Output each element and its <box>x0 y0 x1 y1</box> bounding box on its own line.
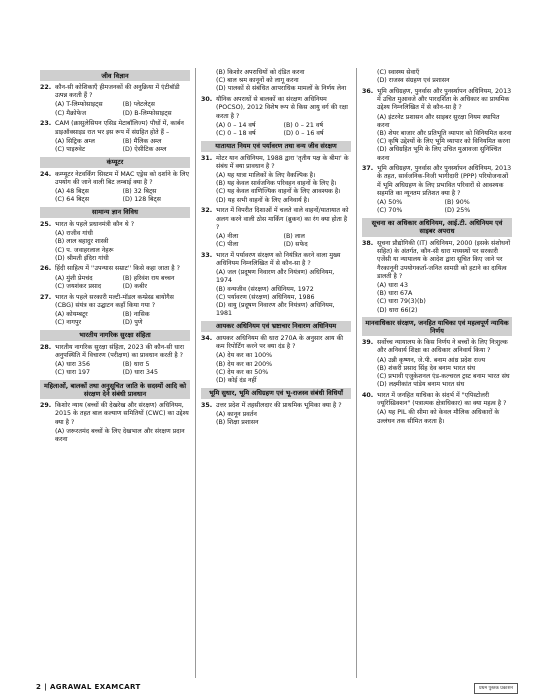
option-row <box>55 188 190 196</box>
section-heading: कंप्यूटर <box>40 157 190 168</box>
answer-option: (A) कानून प्रवर्तन <box>216 410 257 418</box>
option-list <box>216 352 351 385</box>
section-heading: सामान्य ज्ञान विविध <box>40 207 190 218</box>
option-list <box>55 101 190 117</box>
question-number: 22. <box>40 84 52 91</box>
option-row <box>55 369 190 377</box>
answer-option: (B) हरिवंश राय बच्चन <box>122 274 175 282</box>
option-row <box>55 146 190 154</box>
question-item <box>40 171 190 205</box>
option-list <box>55 311 190 327</box>
answer-option: (A) राजीव गांधी <box>55 230 93 238</box>
option-list <box>377 357 512 390</box>
question-text: सूचना प्रौद्योगिकी (IT) अधिनियम, 2000 (इसके संशोधनों सहित) के अंतर्गत, कौन-सी धारा मध्यस्थों पर सरकारी एजेंसी या न्यायालय के आदेश द्वारा सूचित किए जाने पर गैरकानूनी उपयोगकर्ता-जनित सामग्री को हटाने का दायित्व डालती है ? <box>377 239 511 280</box>
answer-option: (B) शंकरी प्रसाद सिंह देव बनाम भारत संघ <box>377 364 476 372</box>
answer-option: (A) नीला <box>216 232 239 240</box>
question-item <box>201 335 351 385</box>
question-item <box>362 88 512 163</box>
section-heading: यातायात नियम एवं पर्यावरण तथा वन्य जीव संरक्षण <box>201 141 351 152</box>
answer-option: (C) बाल श्रम कानूनों को लागू करना <box>216 77 299 85</box>
option-list <box>216 172 351 205</box>
answer-option: (A) मुंशी प्रेमचंद <box>55 274 93 282</box>
question-text: भारतीय नागरिक सुरक्षा संहिता, 2023 की कौन-सी धारा अनुपस्थिति में विचारण (परीक्षण) का प्रावधान करती है ? <box>55 343 184 360</box>
option-row <box>216 233 351 241</box>
answer-option: (D) सफेद <box>283 241 308 249</box>
answer-option: (D) 128 बिट्स <box>122 196 161 204</box>
answer-option: (A) सिट्रिक अम्ल <box>55 137 95 145</box>
answer-option: (B) वन्यजीव (संरक्षण) अधिनियम, 1972 <box>216 285 314 293</box>
answer-option: (B) 0 – 21 वर्ष <box>283 121 324 129</box>
question-item <box>362 339 512 389</box>
page-number: 2 <box>36 683 42 691</box>
option-list <box>216 269 351 318</box>
column-left <box>40 68 190 447</box>
question-text: CAM (क्रासुलेसियन एसिड मेटाबॉलिज्म) पौधों में, कार्बन डाइऑक्साइड रात भर इस रूप में संग्रहित होते हैं – <box>55 120 184 136</box>
question-item <box>40 265 190 291</box>
question-page <box>40 68 514 678</box>
answer-option: (C) 64 बिट्स <box>55 196 89 204</box>
answer-option: (C) प. जवाहरलाल नेहरू <box>55 246 114 254</box>
question-number: 30. <box>201 96 213 104</box>
answer-option: (C) नागपुर <box>55 319 82 327</box>
option-row <box>55 361 190 369</box>
answer-option: (C) 70% <box>377 207 403 215</box>
question-number: 36. <box>362 87 374 95</box>
answer-option: (D) श्रीमती इंदिरा गांधी <box>55 254 109 262</box>
answer-option: (C) 0 – 18 वर्ष <box>216 129 256 137</box>
answer-option: (A) 48 बिट्स <box>55 188 89 196</box>
option-list <box>377 199 512 215</box>
section-heading: सूचना का अधिकार अधिनियम, आई.टी. अधिनियम एवं साइबर अपराध <box>362 218 512 237</box>
question-number: 33. <box>201 251 213 259</box>
publisher-badge: प्रथम पुस्तक प्रकाशन <box>474 683 518 694</box>
section-heading: भारतीय नागरिक सुरक्षा संहिता <box>40 330 190 341</box>
question-text: कम्प्यूटर नेटवर्किंग सिस्टम में MAC एड्रेस को दर्शाने के लिए उपयोग की जाने वाली बिट लम्बाई क्या है ? <box>55 170 189 186</box>
answer-option: (A) उन्नी कृष्णन, जे.पी. बनाम आंध्र प्रदेश राज्य <box>377 356 486 364</box>
answer-option: (A) इंटरनेट प्रशासन और साइबर सुरक्षा नियम स्थापित करना <box>377 113 500 129</box>
section-heading: जीव विज्ञान <box>40 70 190 81</box>
answer-option: (B) 90% <box>444 199 470 207</box>
question-text: किशोर न्याय (बच्चों की देखरेख और संरक्षण) अधिनियम, 2015 के तहत बाल कल्याण समितियों (CWC) का उद्देश्य क्या है ? <box>55 402 189 426</box>
question-item <box>362 165 512 215</box>
answer-option: (C) जयशंकर प्रसाद <box>55 282 102 290</box>
answer-option: (C) धारा 79(3)(b) <box>377 298 426 306</box>
question-number: 25. <box>40 220 52 228</box>
question-text: भूमि अधिग्रहण, पुनर्वास और पुनर्स्थापन अधिनियम, 2013 में उचित मुआवजे और पारदर्शिता के अधिकार का प्राथमिक उद्देश्य निम्नलिखित में से कौन-सा है ? <box>377 87 512 112</box>
question-number: 24. <box>40 170 52 178</box>
answer-option: (D) पालकों से संबंधित आपराधिक मामलों के निर्णय लेना <box>216 85 347 93</box>
answer-option: (A) 50% <box>377 199 403 207</box>
answer-option: (B) शेयर बाजार और प्रतिभूति व्यापार को विनियमित करना <box>377 129 512 137</box>
option-list <box>377 282 512 315</box>
question-item <box>201 252 351 319</box>
question-text: यौनिक अपराधों से बालकों का संरक्षण अधिनियम (POCSO), 2012 विशेष रूप से किस आयु वर्ग की रक्षा करता है ? <box>216 96 348 120</box>
answer-option: (B) लाल बहादुर शास्त्री <box>55 238 109 246</box>
answer-option: (D) अधिग्रहित भूमि के लिए उचित मुआवजा सुनिश्चित करना <box>377 146 502 162</box>
question-item <box>40 294 190 328</box>
option-list <box>55 230 190 263</box>
answer-option: (C) प्रभावी एजुकेशनल एंड-कल्चरल ट्रस्ट बनाम भारत संघ <box>377 373 510 381</box>
answer-option: (D) वायु (प्रदूषण निवारण और नियंत्रण) अधिनियम, 1981 <box>216 302 335 318</box>
option-row <box>55 283 190 291</box>
option-row <box>55 319 190 327</box>
answer-option: (B) शिक्षा प्रशासन <box>216 419 259 427</box>
answer-option: (D) धारा 345 <box>122 369 158 377</box>
answer-option: (D) ऐसीटिक अम्ल <box>122 145 167 153</box>
column-divider <box>356 68 357 678</box>
answer-option: (C) धारा 197 <box>55 369 91 377</box>
question-item <box>40 402 190 444</box>
question-text: भारत के पहले सरकारी मल्टी-मॉडल कम्प्रेस्ड बायोगैस (CBG) संयंत्र का उद्घाटन कहाँ किया गया ? <box>55 293 174 309</box>
question-text: भूमि अधिग्रहण, पुनर्वास और पुनर्स्थापन अधिनियम, 2013 के तहत, सार्वजनिक-निजी भागीदारी (PPP) परियोजनाओं में भूमि अधिग्रहण के लिए प्रभावित परिवारों से आवश्यक सहमति का न्यूनतम प्रतिशत क्या है ? <box>377 165 512 197</box>
column-divider <box>195 68 196 678</box>
section-heading: आयकर अधिनियम एवं भ्रष्टाचार निवारण अधिनियम <box>201 321 351 332</box>
section-heading: महिलाओं, बालकों तथा अनुसूचित जाति के सदस्यों आदि को संरक्षण देने संबंधी प्रावधान <box>40 380 190 399</box>
answer-option: (A) जरूरतमंद बच्चों के लिए देखभाल और संरक्षण प्रदान करना <box>55 427 185 443</box>
question-number: 38. <box>362 239 374 247</box>
question-text: भारत में पर्यावरण संरक्षण को नियंत्रित करने वाला मुख्य अधिनियम निम्नलिखित में से कौन-सा है ? <box>216 251 341 268</box>
option-list <box>377 114 512 163</box>
question-item <box>362 69 512 85</box>
answer-option: (D) कबीर <box>122 282 147 290</box>
footer-separator: | <box>44 683 48 691</box>
option-list <box>216 122 351 138</box>
section-heading: भूमि सुधार, भूमि अधिग्रहण एवं भू-राजस्व संबंधी विधियाँ <box>201 388 351 399</box>
answer-option: (A) T-लिम्फोसाइट्स <box>55 101 103 109</box>
question-item <box>201 69 351 94</box>
option-row <box>216 130 351 138</box>
option-list <box>55 361 190 377</box>
option-row <box>55 196 190 204</box>
question-item <box>201 155 351 205</box>
question-text: मोटर यान अधिनियम, 1988 द्वारा 'तृतीय पक्ष के बीमा' के संबंध में क्या प्रावधान है ? <box>216 154 349 170</box>
question-number: 31. <box>201 154 213 162</box>
question-number: 34. <box>201 334 213 342</box>
question-item <box>362 392 512 426</box>
answer-option: (A) यह यात्रा मालिकों के लिए वैकल्पिक है। <box>216 172 316 180</box>
answer-option: (B) यह केवल सार्वजनिक परिवहन वाहनों के लिए है। <box>216 180 337 188</box>
option-list <box>216 233 351 249</box>
question-text: आयकर अधिनियम की धारा 270A के अनुसार आय की कम रिपोर्टिंग करने पर क्या दंड है ? <box>216 334 344 351</box>
answer-option: (C) मैक्रोफेज <box>55 109 87 117</box>
question-item <box>40 84 190 118</box>
column-right <box>362 68 512 428</box>
answer-option: (B) धारा 5 <box>122 361 150 369</box>
answer-option: (B) प्लेटलेट्स <box>122 101 155 109</box>
answer-option: (A) 0 – 14 वर्ष <box>216 121 256 129</box>
question-number: 28. <box>40 343 52 351</box>
question-item <box>201 402 351 428</box>
answer-option: (D) लक्ष्मीकांत पांडेय बनाम भारत संघ <box>377 381 465 389</box>
question-item <box>201 207 351 249</box>
question-number: 26. <box>40 265 52 273</box>
answer-option: (B) 32 बिट्स <box>122 188 157 196</box>
answer-option: (C) स्वास्थ्य सेवाएँ <box>377 69 420 76</box>
question-number: 27. <box>40 293 52 301</box>
question-item <box>201 96 351 138</box>
section-heading: मानवाधिकार संरक्षण, जनहित याचिका एवं महत्वपूर्ण न्यायिक निर्णय <box>362 317 512 336</box>
answer-option: (B) देय कर का 200% <box>216 360 273 368</box>
answer-option: (D) राजस्व संग्रहण एवं प्रशासन <box>377 77 450 85</box>
question-text: कौन-सी कोशिकाएँ हीमजनकों की अनुक्रिया में एंटीबॉडी उत्पन्न करती हैं ? <box>55 84 180 100</box>
option-row <box>377 207 512 215</box>
question-text: उत्तर प्रदेश में तहसीलदार की प्राथमिक भूमिका क्या है ? <box>216 401 342 409</box>
option-row <box>216 122 351 130</box>
answer-option: (B) मैलिक अम्ल <box>122 137 162 145</box>
question-item <box>40 344 190 378</box>
brand-name: AGRAWAL EXAMCART <box>49 683 141 691</box>
answer-option: (A) धारा 43 <box>377 281 408 289</box>
answer-option: (A) जल (प्रदूषण निवारण और नियंत्रण) अधिनियम, 1974 <box>216 269 335 285</box>
option-list <box>377 69 512 85</box>
answer-option: (A) कोयम्बटूर <box>55 310 88 318</box>
option-row <box>377 199 512 207</box>
question-text: हिंदी साहित्य में ''उपन्यास सम्राट'' किसे कहा जाता है ? <box>55 265 180 273</box>
option-list <box>55 188 190 204</box>
answer-option: (D) 0 – 16 वर्ष <box>283 129 324 137</box>
question-number: 29. <box>40 402 52 410</box>
question-number: 40. <box>362 392 374 399</box>
question-number: 35. <box>201 401 213 409</box>
question-item <box>40 120 190 154</box>
question-number: 23. <box>40 120 52 128</box>
answer-option: (D) कोई दंड नहीं <box>216 377 257 384</box>
question-number: 39. <box>362 339 374 347</box>
answer-option: (C) देय कर का 50% <box>216 368 269 376</box>
question-text: सर्वोच्च न्यायालय के किस निर्णय ने बच्चों के लिए निःशुल्क और अनिवार्य शिक्षा का अधिकार अनिवार्य किया ? <box>377 339 508 355</box>
option-list <box>216 69 351 94</box>
answer-option: (A) धारा 356 <box>55 361 90 369</box>
option-row <box>55 275 190 283</box>
answer-option: (A) यह PIL की सीमा को केवल मौलिक अधिकारों के उल्लंघन तक सीमित करता है। <box>377 409 500 425</box>
answer-option: (B) लाल <box>283 232 305 240</box>
column-middle <box>201 68 351 430</box>
option-row <box>55 311 190 319</box>
question-item <box>362 240 512 315</box>
answer-option: (B) धारा 67A <box>377 290 413 298</box>
answer-option: (C) पर्यावरण (संरक्षण) अधिनियम, 1986 <box>216 293 315 301</box>
page-footer <box>36 683 518 693</box>
answer-option: (D) 25% <box>444 207 471 215</box>
option-row <box>55 138 190 146</box>
question-number: 32. <box>201 207 213 215</box>
answer-option: (D) पुणे <box>122 319 143 327</box>
question-text: भारत के पहले प्रधानमंत्री कौन थे ? <box>55 220 135 228</box>
answer-option: (D) B-लिम्फोसाइट्स <box>122 109 172 117</box>
option-row <box>55 110 190 118</box>
answer-option: (B) नासिक <box>122 310 150 318</box>
option-list <box>55 275 190 291</box>
question-number: 37. <box>362 165 374 173</box>
answer-option: (C) पीला <box>216 241 239 249</box>
answer-option: (C) यह केवल वाणिज्यिक वाहनों के लिए आवश्यक है। <box>216 188 341 196</box>
answer-option: (B) किशोर अपराधियों को दंडित करना <box>216 69 305 76</box>
footer-brand-line <box>36 683 141 691</box>
option-list <box>377 409 512 425</box>
question-text: भारत में जनहित याचिका के संदर्भ में "एपिस्टोलरी ज्यूरिस्डिक्शन" (पत्रात्मक क्षेत्राधिकार) का क्या महत्व है ? <box>377 392 507 408</box>
answer-option: (C) पाइरुवेट <box>55 145 86 153</box>
option-list <box>55 138 190 154</box>
answer-option: (C) कृषि उद्देश्यों के लिए भूमि व्यापार को विनियमित करना <box>377 138 511 146</box>
option-row <box>216 241 351 249</box>
option-row <box>55 101 190 109</box>
answer-option: (D) धारा 66(2) <box>377 306 418 314</box>
answer-option: (D) यह सभी वाहनों के लिए अनिवार्य है। <box>216 196 310 204</box>
option-list <box>216 411 351 427</box>
question-text: भारत में विपरीत दिशाओं में चलते वाले वाहनों/यातायात को अलग करने वाली ठोस मार्किंग (ब्रुकन) का रंग क्या होता है ? <box>216 207 349 231</box>
option-list <box>55 428 190 444</box>
question-item <box>40 221 190 263</box>
answer-option: (A) देय कर का 100% <box>216 352 273 360</box>
